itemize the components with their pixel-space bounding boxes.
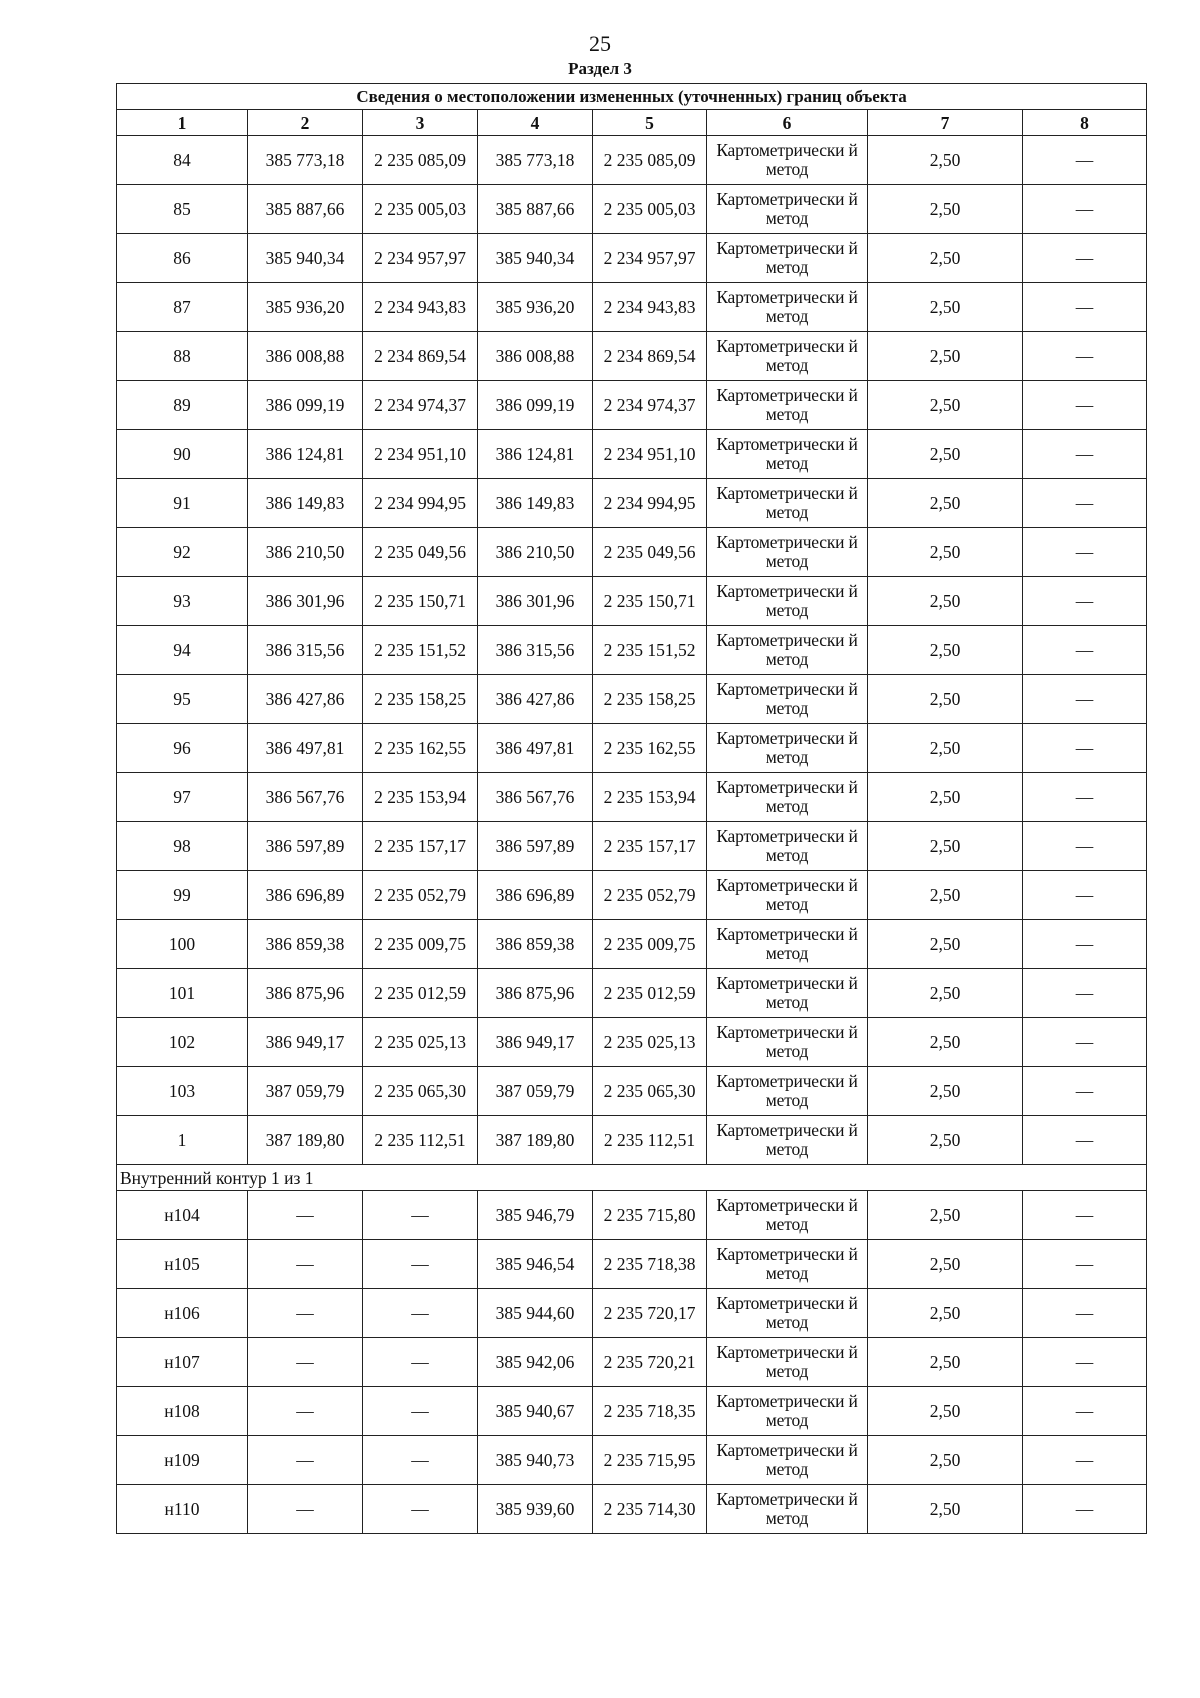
accuracy-cell: 2,50 [868, 626, 1023, 675]
table-row [117, 430, 1147, 479]
accuracy-cell: 2,50 [868, 871, 1023, 920]
existing-x-cell: 386 315,56 [248, 626, 363, 675]
table-row [117, 136, 1147, 185]
method-cell: Картометрически й метод [707, 626, 868, 675]
existing-y-cell: — [363, 1387, 478, 1436]
existing-x-cell: 386 099,19 [248, 381, 363, 430]
new-y-cell: 2 235 153,94 [593, 773, 707, 822]
accuracy-cell: 2,50 [868, 1191, 1023, 1240]
new-y-cell: 2 235 715,95 [593, 1436, 707, 1485]
point-number-cell: 101 [117, 969, 248, 1018]
table-row [117, 871, 1147, 920]
description-cell: — [1023, 479, 1147, 528]
method-cell: Картометрически й метод [707, 430, 868, 479]
table-row [117, 332, 1147, 381]
new-y-cell: 2 235 025,13 [593, 1018, 707, 1067]
description-cell: — [1023, 234, 1147, 283]
new-x-cell: 386 301,96 [478, 577, 593, 626]
method-cell: Картометрически й метод [707, 724, 868, 773]
point-number-cell: н109 [117, 1436, 248, 1485]
new-y-cell: 2 234 869,54 [593, 332, 707, 381]
table-row [117, 479, 1147, 528]
existing-y-cell: 2 234 869,54 [363, 332, 478, 381]
table-row [117, 185, 1147, 234]
point-number-cell: 95 [117, 675, 248, 724]
table-row [117, 969, 1147, 1018]
existing-x-cell: 386 497,81 [248, 724, 363, 773]
new-y-cell: 2 235 012,59 [593, 969, 707, 1018]
coordinates-table [116, 83, 1147, 1534]
existing-y-cell: 2 235 049,56 [363, 528, 478, 577]
table-row [117, 1387, 1147, 1436]
point-number-cell: н105 [117, 1240, 248, 1289]
column-number: 6 [707, 110, 868, 136]
accuracy-cell: 2,50 [868, 1240, 1023, 1289]
new-x-cell: 385 887,66 [478, 185, 593, 234]
existing-y-cell: 2 234 957,97 [363, 234, 478, 283]
accuracy-cell: 2,50 [868, 969, 1023, 1018]
column-number: 3 [363, 110, 478, 136]
description-cell: — [1023, 332, 1147, 381]
new-x-cell: 385 939,60 [478, 1485, 593, 1534]
existing-y-cell: 2 235 025,13 [363, 1018, 478, 1067]
description-cell: — [1023, 381, 1147, 430]
new-x-cell: 386 875,96 [478, 969, 593, 1018]
description-cell: — [1023, 1116, 1147, 1165]
table-caption: Сведения о местоположении измененных (уточненных) границ объекта [117, 84, 1147, 110]
new-x-cell: 385 773,18 [478, 136, 593, 185]
accuracy-cell: 2,50 [868, 1485, 1023, 1534]
description-cell: — [1023, 626, 1147, 675]
method-cell: Картометрически й метод [707, 234, 868, 283]
accuracy-cell: 2,50 [868, 381, 1023, 430]
method-cell: Картометрически й метод [707, 1436, 868, 1485]
table-row [117, 773, 1147, 822]
new-y-cell: 2 234 957,97 [593, 234, 707, 283]
new-x-cell: 386 427,86 [478, 675, 593, 724]
new-x-cell: 385 936,20 [478, 283, 593, 332]
existing-x-cell: 386 949,17 [248, 1018, 363, 1067]
existing-x-cell: 386 859,38 [248, 920, 363, 969]
point-number-cell: 103 [117, 1067, 248, 1116]
description-cell: — [1023, 1338, 1147, 1387]
accuracy-cell: 2,50 [868, 773, 1023, 822]
point-number-cell: 100 [117, 920, 248, 969]
accuracy-cell: 2,50 [868, 136, 1023, 185]
existing-x-cell: — [248, 1338, 363, 1387]
method-cell: Картометрически й метод [707, 871, 868, 920]
accuracy-cell: 2,50 [868, 1067, 1023, 1116]
existing-x-cell: — [248, 1191, 363, 1240]
new-y-cell: 2 235 157,17 [593, 822, 707, 871]
new-y-cell: 2 235 150,71 [593, 577, 707, 626]
existing-x-cell: — [248, 1436, 363, 1485]
new-y-cell: 2 235 049,56 [593, 528, 707, 577]
description-cell: — [1023, 136, 1147, 185]
accuracy-cell: 2,50 [868, 1387, 1023, 1436]
point-number-cell: н107 [117, 1338, 248, 1387]
accuracy-cell: 2,50 [868, 1289, 1023, 1338]
description-cell: — [1023, 871, 1147, 920]
point-number-cell: н110 [117, 1485, 248, 1534]
existing-x-cell: 387 059,79 [248, 1067, 363, 1116]
table-row [117, 724, 1147, 773]
outer-contour-rows [117, 136, 1147, 1165]
new-x-cell: 385 946,54 [478, 1240, 593, 1289]
inner-contour-header [117, 1165, 1147, 1191]
description-cell: — [1023, 1067, 1147, 1116]
existing-x-cell: 386 210,50 [248, 528, 363, 577]
table-row [117, 822, 1147, 871]
table-row [117, 1191, 1147, 1240]
accuracy-cell: 2,50 [868, 283, 1023, 332]
accuracy-cell: 2,50 [868, 234, 1023, 283]
description-cell: — [1023, 1485, 1147, 1534]
accuracy-cell: 2,50 [868, 185, 1023, 234]
accuracy-cell: 2,50 [868, 675, 1023, 724]
method-cell: Картометрически й метод [707, 920, 868, 969]
new-y-cell: 2 235 005,03 [593, 185, 707, 234]
column-number: 4 [478, 110, 593, 136]
table-row [117, 1240, 1147, 1289]
column-number: 2 [248, 110, 363, 136]
table-row [117, 577, 1147, 626]
description-cell: — [1023, 577, 1147, 626]
column-number: 7 [868, 110, 1023, 136]
method-cell: Картометрически й метод [707, 136, 868, 185]
existing-y-cell: 2 235 157,17 [363, 822, 478, 871]
existing-x-cell: 386 696,89 [248, 871, 363, 920]
description-cell: — [1023, 1436, 1147, 1485]
existing-y-cell: 2 235 150,71 [363, 577, 478, 626]
method-cell: Картометрически й метод [707, 332, 868, 381]
point-number-cell: 87 [117, 283, 248, 332]
method-cell: Картометрически й метод [707, 1387, 868, 1436]
new-y-cell: 2 235 714,30 [593, 1485, 707, 1534]
column-number: 5 [593, 110, 707, 136]
method-cell: Картометрически й метод [707, 1338, 868, 1387]
point-number-cell: 93 [117, 577, 248, 626]
description-cell: — [1023, 920, 1147, 969]
column-number-row [117, 110, 1147, 136]
existing-x-cell: 385 887,66 [248, 185, 363, 234]
new-y-cell: 2 235 151,52 [593, 626, 707, 675]
method-cell: Картометрически й метод [707, 1240, 868, 1289]
existing-x-cell: 385 940,34 [248, 234, 363, 283]
existing-x-cell: 386 149,83 [248, 479, 363, 528]
existing-y-cell: 2 235 162,55 [363, 724, 478, 773]
page-number: 25 [589, 31, 611, 56]
new-x-cell: 386 124,81 [478, 430, 593, 479]
new-x-cell: 386 949,17 [478, 1018, 593, 1067]
accuracy-cell: 2,50 [868, 724, 1023, 773]
existing-y-cell: 2 235 012,59 [363, 969, 478, 1018]
table-row [117, 381, 1147, 430]
new-y-cell: 2 234 994,95 [593, 479, 707, 528]
accuracy-cell: 2,50 [868, 1018, 1023, 1067]
existing-y-cell: 2 234 951,10 [363, 430, 478, 479]
new-y-cell: 2 235 162,55 [593, 724, 707, 773]
method-cell: Картометрически й метод [707, 1116, 868, 1165]
table-row [117, 626, 1147, 675]
existing-y-cell: 2 235 153,94 [363, 773, 478, 822]
new-y-cell: 2 234 943,83 [593, 283, 707, 332]
new-x-cell: 385 940,67 [478, 1387, 593, 1436]
new-x-cell: 386 008,88 [478, 332, 593, 381]
description-cell: — [1023, 822, 1147, 871]
point-number-cell: н108 [117, 1387, 248, 1436]
accuracy-cell: 2,50 [868, 920, 1023, 969]
point-number-cell: 99 [117, 871, 248, 920]
new-x-cell: 385 942,06 [478, 1338, 593, 1387]
accuracy-cell: 2,50 [868, 1338, 1023, 1387]
method-cell: Картометрически й метод [707, 185, 868, 234]
new-x-cell: 386 099,19 [478, 381, 593, 430]
point-number-cell: 102 [117, 1018, 248, 1067]
existing-y-cell: — [363, 1240, 478, 1289]
point-number-cell: 85 [117, 185, 248, 234]
column-number: 1 [117, 110, 248, 136]
new-x-cell: 385 940,34 [478, 234, 593, 283]
existing-y-cell: — [363, 1436, 478, 1485]
existing-x-cell: — [248, 1289, 363, 1338]
new-x-cell: 385 940,73 [478, 1436, 593, 1485]
description-cell: — [1023, 430, 1147, 479]
description-cell: — [1023, 1289, 1147, 1338]
existing-y-cell: 2 235 052,79 [363, 871, 478, 920]
point-number-cell: 1 [117, 1116, 248, 1165]
table-row [117, 1067, 1147, 1116]
existing-x-cell: 385 936,20 [248, 283, 363, 332]
table-row [117, 283, 1147, 332]
new-y-cell: 2 235 715,80 [593, 1191, 707, 1240]
new-x-cell: 386 597,89 [478, 822, 593, 871]
new-y-cell: 2 235 718,38 [593, 1240, 707, 1289]
existing-x-cell: 385 773,18 [248, 136, 363, 185]
accuracy-cell: 2,50 [868, 479, 1023, 528]
description-cell: — [1023, 1018, 1147, 1067]
method-cell: Картометрически й метод [707, 1485, 868, 1534]
description-cell: — [1023, 724, 1147, 773]
new-x-cell: 387 059,79 [478, 1067, 593, 1116]
new-y-cell: 2 235 718,35 [593, 1387, 707, 1436]
method-cell: Картометрически й метод [707, 381, 868, 430]
existing-x-cell: 386 567,76 [248, 773, 363, 822]
existing-x-cell: — [248, 1240, 363, 1289]
table-row [117, 1018, 1147, 1067]
existing-y-cell: — [363, 1191, 478, 1240]
existing-x-cell: 386 124,81 [248, 430, 363, 479]
new-y-cell: 2 235 065,30 [593, 1067, 707, 1116]
point-number-cell: 98 [117, 822, 248, 871]
new-y-cell: 2 235 720,21 [593, 1338, 707, 1387]
method-cell: Картометрически й метод [707, 1191, 868, 1240]
new-x-cell: 385 946,79 [478, 1191, 593, 1240]
table-row [117, 1436, 1147, 1485]
description-cell: — [1023, 185, 1147, 234]
method-cell: Картометрически й метод [707, 675, 868, 724]
existing-y-cell: 2 235 158,25 [363, 675, 478, 724]
description-cell: — [1023, 675, 1147, 724]
point-number-cell: 91 [117, 479, 248, 528]
accuracy-cell: 2,50 [868, 332, 1023, 381]
description-cell: — [1023, 528, 1147, 577]
description-cell: — [1023, 1387, 1147, 1436]
accuracy-cell: 2,50 [868, 1116, 1023, 1165]
table-row [117, 1338, 1147, 1387]
existing-y-cell: 2 234 994,95 [363, 479, 478, 528]
existing-x-cell: 386 008,88 [248, 332, 363, 381]
new-x-cell: 386 859,38 [478, 920, 593, 969]
existing-x-cell: 387 189,80 [248, 1116, 363, 1165]
point-number-cell: н106 [117, 1289, 248, 1338]
new-x-cell: 387 189,80 [478, 1116, 593, 1165]
existing-y-cell: 2 235 009,75 [363, 920, 478, 969]
method-cell: Картометрически й метод [707, 528, 868, 577]
point-number-cell: 88 [117, 332, 248, 381]
existing-x-cell: 386 597,89 [248, 822, 363, 871]
point-number-cell: 90 [117, 430, 248, 479]
point-number-cell: 92 [117, 528, 248, 577]
existing-x-cell: — [248, 1387, 363, 1436]
accuracy-cell: 2,50 [868, 822, 1023, 871]
new-x-cell: 386 315,56 [478, 626, 593, 675]
method-cell: Картометрически й метод [707, 283, 868, 332]
accuracy-cell: 2,50 [868, 1436, 1023, 1485]
existing-y-cell: — [363, 1289, 478, 1338]
point-number-cell: 97 [117, 773, 248, 822]
new-y-cell: 2 235 720,17 [593, 1289, 707, 1338]
method-cell: Картометрически й метод [707, 822, 868, 871]
new-x-cell: 385 944,60 [478, 1289, 593, 1338]
new-y-cell: 2 235 052,79 [593, 871, 707, 920]
new-y-cell: 2 235 112,51 [593, 1116, 707, 1165]
existing-y-cell: 2 234 974,37 [363, 381, 478, 430]
column-number: 8 [1023, 110, 1147, 136]
existing-x-cell: 386 875,96 [248, 969, 363, 1018]
table-row [117, 1289, 1147, 1338]
existing-y-cell: 2 235 151,52 [363, 626, 478, 675]
existing-y-cell: 2 235 065,30 [363, 1067, 478, 1116]
description-cell: — [1023, 773, 1147, 822]
point-number-cell: 96 [117, 724, 248, 773]
method-cell: Картометрически й метод [707, 479, 868, 528]
accuracy-cell: 2,50 [868, 430, 1023, 479]
description-cell: — [1023, 969, 1147, 1018]
inner-contour-rows [117, 1191, 1147, 1534]
new-y-cell: 2 235 158,25 [593, 675, 707, 724]
existing-y-cell: 2 234 943,83 [363, 283, 478, 332]
point-number-cell: 89 [117, 381, 248, 430]
new-x-cell: 386 567,76 [478, 773, 593, 822]
point-number-cell: 94 [117, 626, 248, 675]
method-cell: Картометрически й метод [707, 1067, 868, 1116]
description-cell: — [1023, 1191, 1147, 1240]
method-cell: Картометрически й метод [707, 773, 868, 822]
new-x-cell: 386 149,83 [478, 479, 593, 528]
accuracy-cell: 2,50 [868, 528, 1023, 577]
existing-y-cell: 2 235 085,09 [363, 136, 478, 185]
existing-x-cell: — [248, 1485, 363, 1534]
new-x-cell: 386 497,81 [478, 724, 593, 773]
table-row [117, 675, 1147, 724]
new-y-cell: 2 234 951,10 [593, 430, 707, 479]
new-y-cell: 2 235 085,09 [593, 136, 707, 185]
method-cell: Картометрически й метод [707, 577, 868, 626]
table-row [117, 234, 1147, 283]
new-x-cell: 386 210,50 [478, 528, 593, 577]
existing-x-cell: 386 427,86 [248, 675, 363, 724]
table-row [117, 920, 1147, 969]
point-number-cell: 86 [117, 234, 248, 283]
new-y-cell: 2 234 974,37 [593, 381, 707, 430]
accuracy-cell: 2,50 [868, 577, 1023, 626]
table-row [117, 1485, 1147, 1534]
method-cell: Картометрически й метод [707, 969, 868, 1018]
existing-x-cell: 386 301,96 [248, 577, 363, 626]
description-cell: — [1023, 1240, 1147, 1289]
point-number-cell: 84 [117, 136, 248, 185]
method-cell: Картометрически й метод [707, 1289, 868, 1338]
section-title: Раздел 3 [568, 59, 632, 78]
new-y-cell: 2 235 009,75 [593, 920, 707, 969]
table-row [117, 528, 1147, 577]
table-row [117, 1116, 1147, 1165]
existing-y-cell: 2 235 005,03 [363, 185, 478, 234]
method-cell: Картометрически й метод [707, 1018, 868, 1067]
existing-y-cell: — [363, 1338, 478, 1387]
inner-contour-label: Внутренний контур 1 из 1 [117, 1165, 1147, 1191]
existing-y-cell: — [363, 1485, 478, 1534]
new-x-cell: 386 696,89 [478, 871, 593, 920]
description-cell: — [1023, 283, 1147, 332]
existing-y-cell: 2 235 112,51 [363, 1116, 478, 1165]
point-number-cell: н104 [117, 1191, 248, 1240]
